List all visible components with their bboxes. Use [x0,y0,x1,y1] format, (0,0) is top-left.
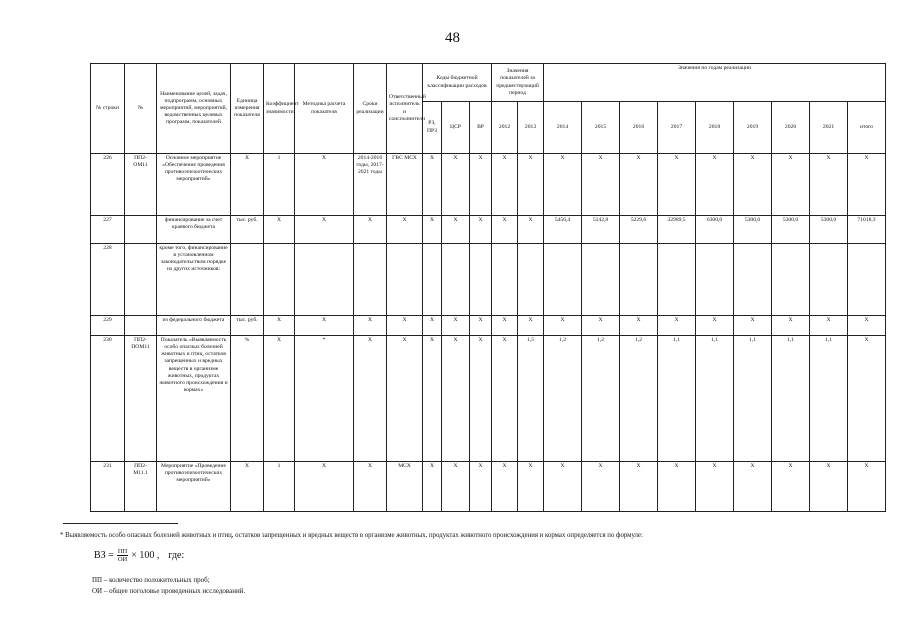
cell-csr: X [442,316,470,336]
indicators-table [90,63,886,512]
cell-year-value: 1,2 [582,336,620,462]
cell-unit: тыс. руб. [231,316,264,336]
cell-rz: X [423,462,442,512]
cell-year-value: X [620,154,658,216]
cell-prev-2012 [492,244,518,316]
header-prev-year: 2013 [518,102,544,154]
formula-fraction [117,548,128,563]
cell-terms: 2014-2016 годы, 2017-2021 годы [354,154,387,216]
cell-year-value [810,244,848,316]
cell-year-value: X [544,154,582,216]
cell-total: X [848,462,886,512]
header-year: 2015 [582,102,620,154]
cell-year-value: 1,2 [620,336,658,462]
cell-year-value: X [582,316,620,336]
cell-prev-2012: X [492,316,518,336]
cell-coef [264,244,295,316]
table-row [91,244,886,316]
cell-total: X [848,154,886,216]
cell-coef: 1 [264,462,295,512]
cell-rz: X [423,216,442,244]
cell-row-no: 229 [91,316,125,336]
header-year-values: Значения по годам реализации [544,64,886,102]
header-rz: РЗ, ПРЗ [423,102,442,154]
table-row [91,336,886,462]
header-csr: ЦСР [442,102,470,154]
cell-total: X [848,316,886,336]
table-row [91,462,886,512]
cell-year-value: X [696,154,734,216]
cell-year-value: 5300,0 [734,216,772,244]
cell-coef: 1 [264,154,295,216]
header-year: 2018 [696,102,734,154]
cell-code: ПП2-М11.1 [125,462,157,512]
cell-prev-2012: X [492,336,518,462]
cell-name: Мероприятие «Проведение противоэпизоотических мероприятий» [157,462,231,512]
cell-code [125,244,157,316]
cell-rz [423,244,442,316]
header-year: 2020 [772,102,810,154]
cell-method: X [295,316,354,336]
header-name: Наименование целей, задач, подпрограмм, основных мероприятий, мероприятий, ведомственных целевых программ, показателей [157,64,231,154]
cell-year-value: X [544,462,582,512]
legend-pp: ПП – количество положительных проб; [92,576,210,584]
footnote-divider [63,523,178,524]
cell-year-value: 5456,4 [544,216,582,244]
cell-prev-2013: X [518,154,544,216]
cell-year-value: X [582,462,620,512]
formula-lhs: ВЗ = [94,550,114,561]
cell-code [125,316,157,336]
cell-row-no: 226 [91,154,125,216]
cell-year-value [544,244,582,316]
cell-year-value: X [734,154,772,216]
header-code-no: № [125,64,157,154]
cell-year-value: X [658,462,696,512]
cell-csr: X [442,154,470,216]
formula-denominator: ОИ [117,556,128,563]
cell-year-value: X [772,316,810,336]
cell-year-value: 5300,0 [772,216,810,244]
page-number: 48 [445,30,460,46]
cell-unit: тыс. руб. [231,216,264,244]
cell-year-value [772,244,810,316]
header-total: итого [848,102,886,154]
cell-prev-2012: X [492,462,518,512]
header-budget-codes: Коды бюджетной классификации расходов [423,64,492,102]
cell-vr: X [470,216,492,244]
header-year: 2017 [658,102,696,154]
cell-year-value: X [696,462,734,512]
table-body [91,154,886,512]
cell-unit: % [231,336,264,462]
cell-responsible: МСХ [387,462,423,512]
formula-where: где: [168,550,185,561]
cell-name: из федерального бюджета [157,316,231,336]
cell-year-value: X [544,316,582,336]
cell-name: финансирование за счет краевого бюджета [157,216,231,244]
cell-csr: X [442,216,470,244]
cell-prev-2012: X [492,216,518,244]
cell-name: кроме того, финансирование в установленном законодательством порядке из других источников: [157,244,231,316]
header-year: 2014 [544,102,582,154]
cell-csr: X [442,462,470,512]
cell-responsible: X [387,316,423,336]
cell-year-value: X [810,154,848,216]
cell-method: X [295,462,354,512]
cell-year-value: 32989,5 [658,216,696,244]
cell-row-no: 230 [91,336,125,462]
cell-year-value: X [810,462,848,512]
cell-vr: X [470,316,492,336]
cell-csr: X [442,336,470,462]
formula-rhs: × 100 , [131,550,160,561]
cell-year-value: X [696,316,734,336]
cell-year-value [620,244,658,316]
cell-code: ПП2-ПОМ11 [125,336,157,462]
cell-terms: X [354,336,387,462]
cell-rz: X [423,154,442,216]
cell-coef: X [264,336,295,462]
header-responsible: Ответственный исполнитель и соисполнители [387,64,423,154]
header-vr: ВР [470,102,492,154]
cell-rz: X [423,336,442,462]
cell-terms: X [354,216,387,244]
cell-terms: X [354,316,387,336]
cell-total [848,244,886,316]
cell-year-value: X [658,154,696,216]
header-prev-values: Значения показателей за предшествующий период [492,64,544,102]
cell-prev-2013: X [518,316,544,336]
table-row [91,216,886,244]
header-prev-year: 2012 [492,102,518,154]
cell-method [295,244,354,316]
header-method: Методика расчета показателя [295,64,354,154]
cell-responsible: ГВС МСХ [387,154,423,216]
cell-unit: X [231,154,264,216]
cell-vr [470,244,492,316]
cell-row-no: 231 [91,462,125,512]
cell-code [125,216,157,244]
cell-year-value: X [772,462,810,512]
cell-year-value: X [658,316,696,336]
cell-year-value: X [734,462,772,512]
cell-year-value: 5229,6 [620,216,658,244]
cell-unit [231,244,264,316]
cell-year-value: 1,1 [734,336,772,462]
cell-name: Показатель «Выявляемость особо опасных болезней животных и птиц, остатков запрещенных и вредных веществ в организме животных, продуктах животного происхождения и кормах» [157,336,231,462]
cell-method: X [295,154,354,216]
cell-csr [442,244,470,316]
header-year: 2021 [810,102,848,154]
cell-year-value: X [582,154,620,216]
cell-year-value [658,244,696,316]
cell-total: 71018,3 [848,216,886,244]
cell-year-value: X [620,316,658,336]
legend-oi: ОИ – общее поголовье проведенных исследований. [92,587,246,595]
cell-year-value [582,244,620,316]
cell-coef: X [264,316,295,336]
cell-unit: X [231,462,264,512]
cell-name: Основное мероприятие «Обеспечение проведения противоэпизоотических мероприятий» [157,154,231,216]
cell-year-value: 1,1 [772,336,810,462]
cell-prev-2013: X [518,462,544,512]
cell-coef: X [264,216,295,244]
cell-year-value: 1,1 [658,336,696,462]
cell-vr: X [470,336,492,462]
cell-row-no: 228 [91,244,125,316]
cell-total: X [848,336,886,462]
header-row-no: № строки [91,64,125,154]
cell-terms: X [354,462,387,512]
cell-year-value [734,244,772,316]
cell-year-value: 6300,0 [696,216,734,244]
footnote-text: * Выявляемость особо опасных болезней животных и птиц, остатков запрещенных и вредных веществ в организме животных, продуктах животного происхождения и кормах определяется по формуле: [60,532,643,539]
cell-prev-2013: 1,5 [518,336,544,462]
cell-year-value: 1,1 [696,336,734,462]
cell-year-value: 5300,0 [810,216,848,244]
header-unit: Единица измерения показателя [231,64,264,154]
table-row [91,154,886,216]
table-row [91,316,886,336]
cell-year-value: X [810,316,848,336]
cell-method: X [295,216,354,244]
cell-vr: X [470,154,492,216]
cell-prev-2013 [518,244,544,316]
cell-year-value: X [620,462,658,512]
formula [94,548,184,563]
cell-responsible: X [387,216,423,244]
cell-responsible: X [387,336,423,462]
cell-prev-2012: X [492,154,518,216]
cell-year-value: 5142,8 [582,216,620,244]
cell-method: * [295,336,354,462]
cell-prev-2013: X [518,216,544,244]
cell-rz: X [423,316,442,336]
cell-year-value: X [734,316,772,336]
formula-numerator: ПП [117,548,128,555]
cell-code: ПП2-ОМ11 [125,154,157,216]
cell-year-value: 1,1 [810,336,848,462]
cell-year-value: 1,2 [544,336,582,462]
cell-vr: X [470,462,492,512]
header-coef: Коэффициент значимости [264,64,295,154]
cell-row-no: 227 [91,216,125,244]
cell-year-value [696,244,734,316]
cell-year-value: X [772,154,810,216]
header-year: 2016 [620,102,658,154]
cell-responsible [387,244,423,316]
header-terms: Сроки реализации [354,64,387,154]
header-year: 2019 [734,102,772,154]
cell-terms [354,244,387,316]
